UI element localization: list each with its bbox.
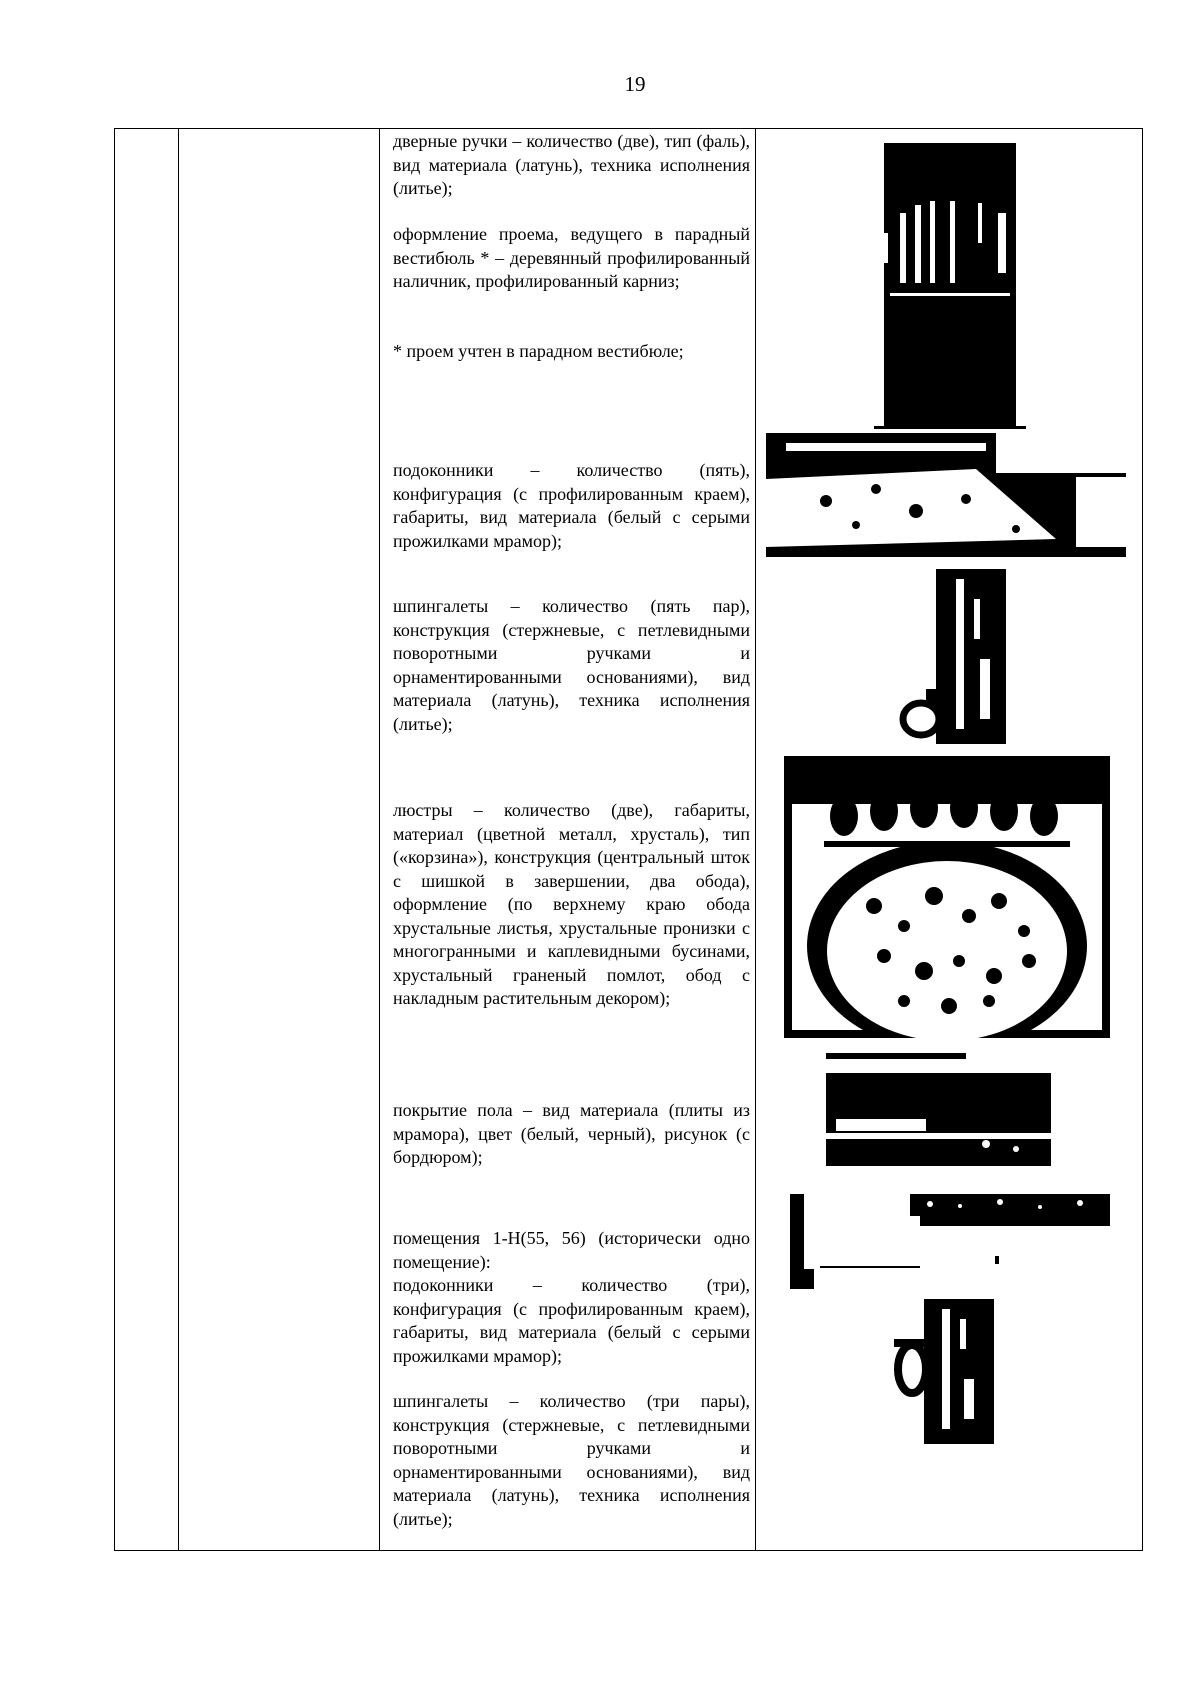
- entry-rooms-window-latches: шпингалеты – количество (три пары), конструкция (стержневые, с петлевидными поворотными ручками и орнаментированными основаниями), вид материала (латунь), техника исполнения (литье);: [393, 1391, 750, 1529]
- entry-door-handles: дверные ручки – количество (две), тип (фаль), вид материала (латунь), техника исполнения (литье);: [393, 131, 750, 198]
- crystal-chandelier-photo: [784, 756, 1110, 1038]
- entry-windowsills: подоконники – количество (пять), конфигурация (с профилированным краем), габариты, вид материала (белый с серыми прожилками мрамор);: [393, 460, 750, 551]
- window-latch-photo: [896, 569, 1006, 744]
- marble-windowsill-photo: [766, 429, 1126, 557]
- entry-floor-covering: покрытие пола – вид материала (плиты из мрамора), цвет (белый, черный), рисунок (с бордюром);: [393, 1100, 750, 1167]
- number-column-cell: [115, 129, 179, 1551]
- photo-column-cell: [756, 129, 1143, 1551]
- location-column-cell: [179, 129, 380, 1551]
- marble-floor-photo: [826, 1049, 1051, 1166]
- entry-chandeliers: люстры – количество (две), габариты, материал (цветной металл, хрусталь), тип («корзина»), конструкция (центральный шток с шишкой в завершении, два обода), оформление (по верхнему краю обода хрустальные листья, хрустальные пронизки с многогранными и каплевидными бусинами, хрустальный граненый помлот, обод с накладным растительным декором);: [393, 800, 750, 1008]
- entry-window-latches: шпингалеты – количество (пять пар), конструкция (стержневые, с петлевидными поворотными ручками и орнаментированными основаниями), вид материала (латунь), техника исполнения (литье);: [393, 596, 750, 734]
- entry-rooms-windowsills: подоконники – количество (три), конфигурация (с профилированным краем), габариты, вид материала (белый с серыми прожилками мрамор);: [393, 1275, 750, 1366]
- description-column-cell: [380, 129, 756, 1551]
- entry-rooms-heading: помещения 1-Н(55, 56) (исторически одно помещение):: [393, 1228, 750, 1272]
- entry-doorway-note: * проем учтен в парадном вестибюле;: [393, 341, 684, 361]
- entry-doorway-framing: оформление проема, ведущего в парадный вестибюль * – деревянный профилированный наличник, профилированный карниз;: [393, 224, 750, 291]
- page-number: 19: [624, 72, 646, 96]
- monument-elements-table: [114, 128, 1143, 1551]
- table-row: [115, 129, 1143, 1551]
- door-handle-doorway-photo: [860, 143, 1040, 440]
- windowsill-rooms-photo: [790, 1194, 1110, 1289]
- window-latch-rooms-photo: [894, 1299, 994, 1444]
